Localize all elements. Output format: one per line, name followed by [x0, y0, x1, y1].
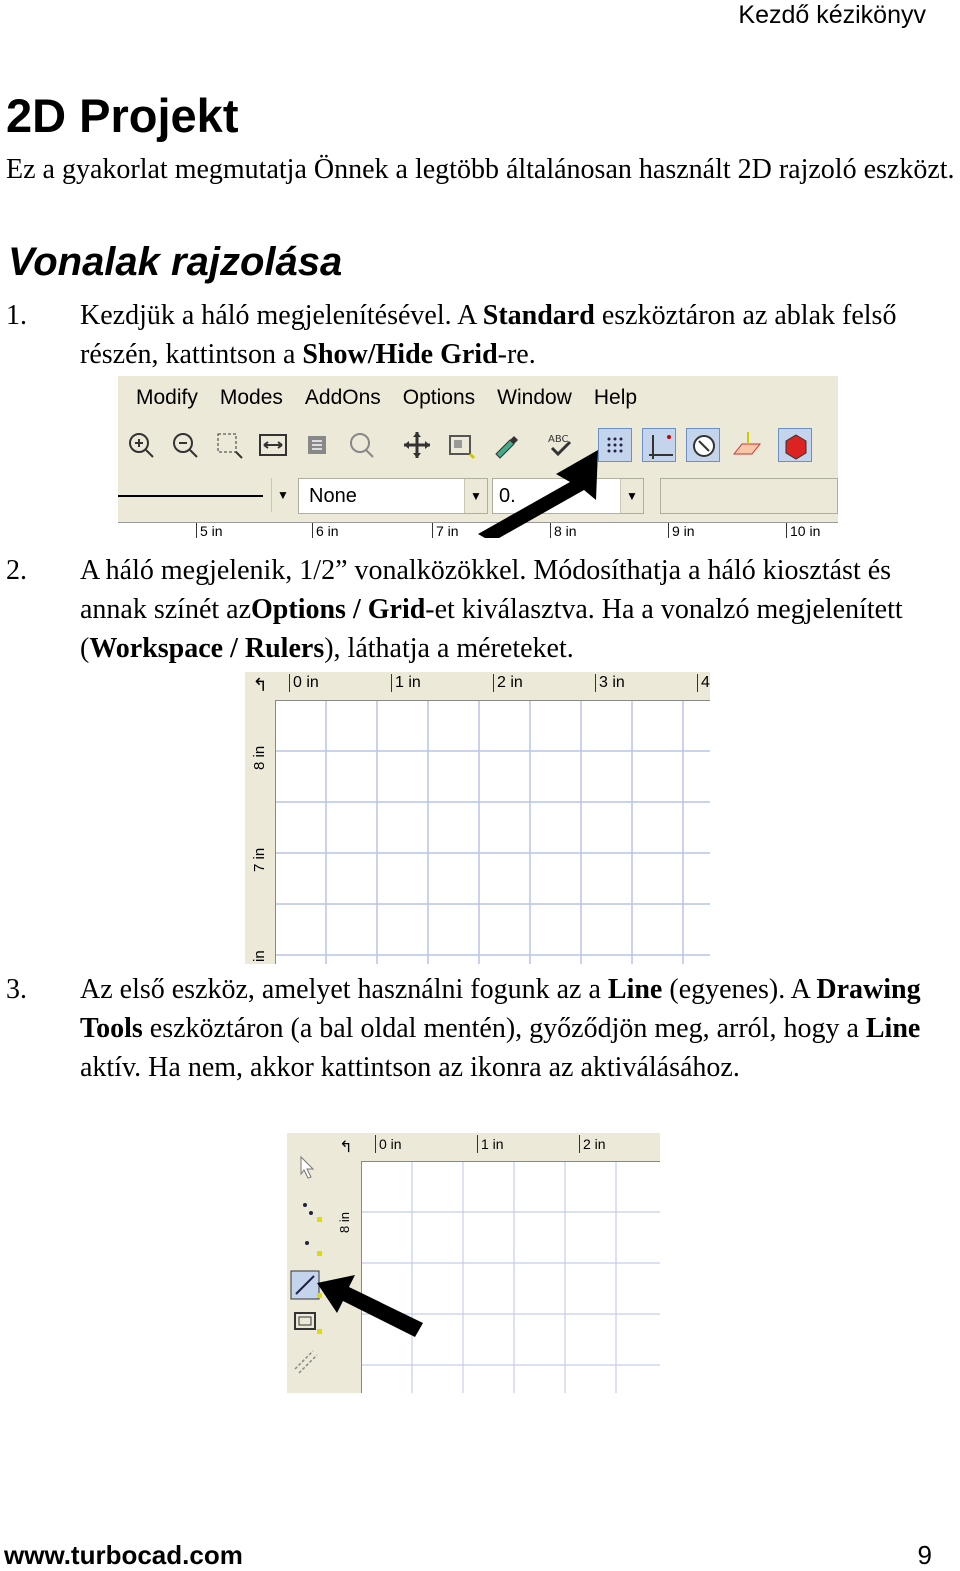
pointer-arrow-icon — [468, 442, 618, 538]
zoom-extents-icon[interactable] — [256, 428, 290, 462]
menu-modify[interactable]: Modify — [136, 386, 198, 409]
pen-color-combo[interactable]: None ▼ — [298, 478, 488, 514]
menu-options[interactable]: Options — [402, 386, 476, 409]
running-header: Kezdő kézikönyv — [738, 1, 926, 29]
chevron-down-icon[interactable]: ▼ — [620, 479, 643, 513]
step-text: Kezdjük a háló megjelenítésével. A Standard eszköztáron az ablak felső részén, kattintson a Show/Hide Grid-re. — [80, 300, 897, 370]
step-number: 2. — [6, 555, 27, 586]
line-style-combo[interactable] — [118, 478, 294, 514]
render-icon[interactable] — [778, 428, 812, 462]
multiline-icon[interactable] — [295, 1351, 317, 1373]
step-text: A háló megjelenik, 1/2” vonalközökkel. Módosíthatja a háló kiosztást és annak színét azOptions / Grid-et kiválasztva. Ha a vonalzó megjelenített (Workspace / Rulers), láthatja a méreteket. — [80, 555, 903, 664]
menu-modes[interactable]: Modes — [219, 386, 283, 409]
page-number: 9 — [917, 1540, 932, 1570]
vertical-ruler: 8 in 7 in in — [245, 700, 276, 964]
page-title: 2D Projekt — [6, 89, 239, 142]
horizontal-ruler: 0 in 1 in 2 in 3 in 4 — [275, 672, 710, 701]
zoom-in-icon[interactable] — [124, 428, 158, 462]
page-icon[interactable] — [300, 428, 334, 462]
rulers-icon[interactable] — [642, 428, 676, 462]
polyline-icon[interactable] — [305, 1241, 322, 1256]
chevron-down-icon[interactable]: ▼ — [271, 478, 294, 512]
grid-screenshot — [245, 672, 710, 964]
chevron-down-icon[interactable]: ▼ — [464, 479, 487, 513]
step-3 — [6, 970, 946, 1087]
line-tool-screenshot — [287, 1133, 660, 1393]
menu-window[interactable]: Window — [497, 386, 572, 409]
step-2 — [6, 551, 946, 668]
step-number: 1. — [6, 300, 27, 331]
empty-field — [660, 478, 838, 514]
section-title: Vonalak rajzolása — [8, 240, 343, 284]
svg-text:ABC: ABC — [548, 434, 569, 445]
vertical-ruler: 8 in — [331, 1161, 362, 1393]
step-number: 3. — [6, 974, 27, 1005]
horizontal-ruler: 5 in 6 in 7 in 8 in 9 in 10 in — [118, 522, 838, 538]
plane-icon[interactable] — [730, 428, 764, 462]
step-text: Az első eszköz, amelyet használni fogunk az a Line (egyenes). A Drawing Tools eszköztáron (a bal oldal mentén), győződjön meg, arról, hogy a Line aktív. Ha nem, akkor kattintson az ikonra az aktiválásához. — [80, 974, 921, 1083]
snap-icon[interactable] — [686, 428, 720, 462]
horizontal-ruler: 0 in 1 in 2 in — [361, 1133, 660, 1162]
pointer-arrow-icon — [315, 1273, 425, 1343]
drawing-grid[interactable] — [275, 700, 710, 964]
zoom-out-icon[interactable] — [168, 428, 202, 462]
move-icon[interactable] — [400, 428, 434, 462]
select-arrow-icon[interactable] — [301, 1157, 313, 1178]
menu-bar — [118, 376, 838, 420]
step-1 — [6, 296, 946, 374]
line-width-combo[interactable]: 0. ▼ — [492, 478, 644, 514]
zoom-previous-icon[interactable] — [344, 428, 378, 462]
point-icon[interactable] — [303, 1203, 322, 1222]
intro-paragraph: Ez a gyakorlat megmutatja Önnek a legtöbb általánosan használt 2D rajzoló eszközt. — [6, 154, 955, 185]
menu-help[interactable]: Help — [593, 386, 638, 409]
drawing-tools-toolbar — [287, 1133, 332, 1393]
toolbar-screenshot — [118, 376, 838, 538]
ruler-origin-icon[interactable]: ↰ — [331, 1133, 361, 1161]
footer-url[interactable]: www.turbocad.com — [4, 1540, 243, 1570]
ruler-origin-icon[interactable]: ↰ — [245, 672, 275, 700]
zoom-window-icon[interactable] — [212, 428, 246, 462]
menu-addons[interactable]: AddOns — [304, 386, 381, 409]
